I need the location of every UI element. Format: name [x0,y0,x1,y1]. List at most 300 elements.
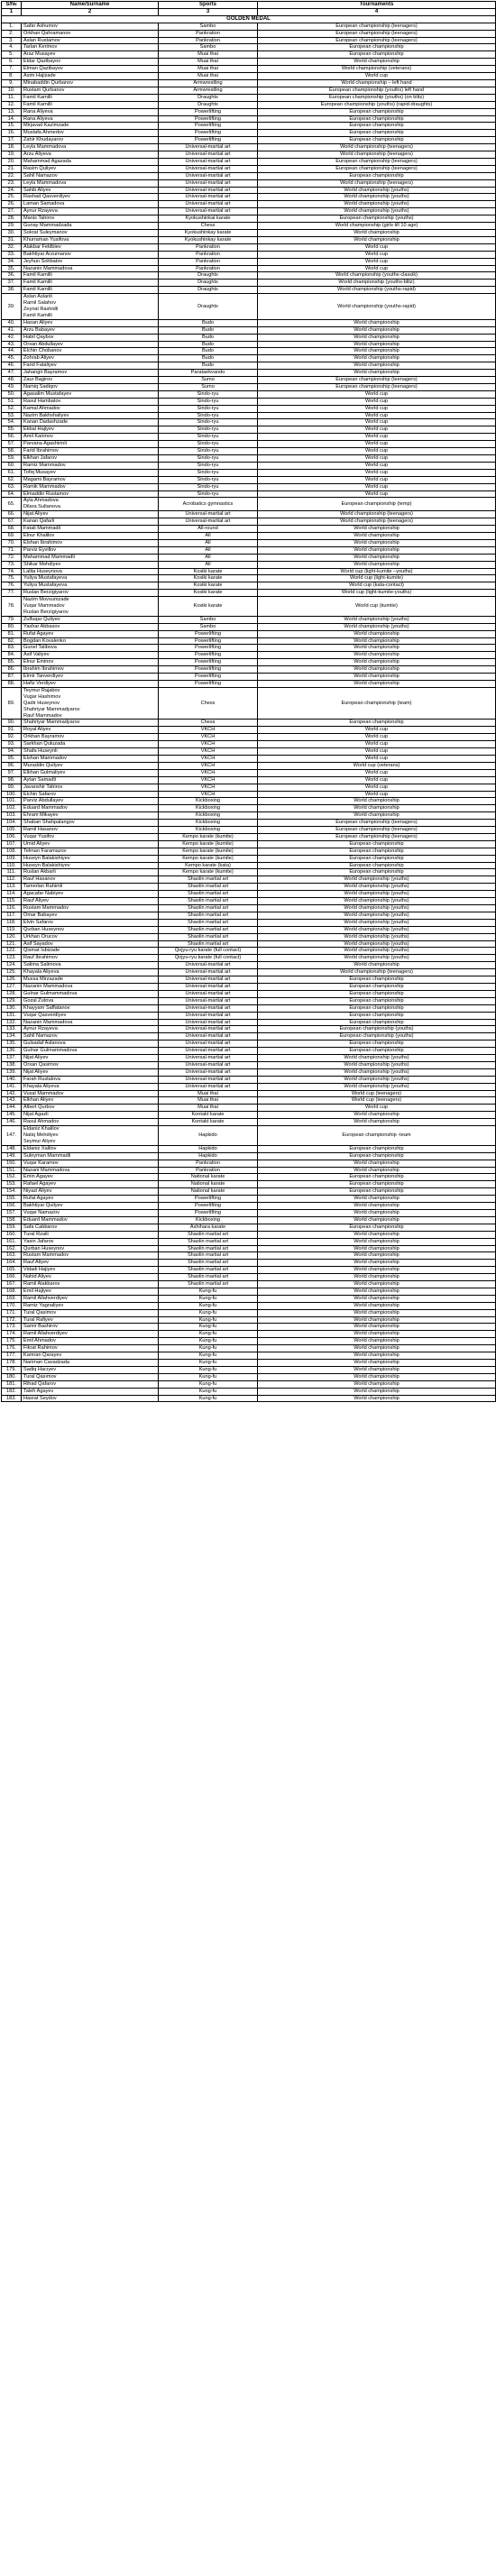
sport: Universal-martial art [159,151,258,159]
athlete-name: Rana Aliyeva [22,108,159,115]
table-row [2,983,496,990]
athlete-name: Gunay Mammadzada [22,223,159,230]
tournament: European championship [258,720,496,727]
tournament: European championship [258,983,496,990]
table-row [2,798,496,805]
sport: Qojyu-ryu karate (full contact) [159,948,258,955]
tournament: European championship [258,848,496,855]
athlete-name: Kamal Ahmadov [22,405,159,412]
tournament: World cup [258,398,496,405]
row-number: 83. [2,645,22,652]
athlete-name: Vuqar Qasverdiyev [22,1012,159,1019]
row-number: 72. [2,554,22,561]
athlete-name: Namiq Sadiqov [22,383,159,390]
tournament: World championship [258,645,496,652]
row-number: 127. [2,983,22,990]
table-row [2,1055,496,1062]
table-row [2,1004,496,1012]
table-row [2,1203,496,1210]
sport: Powerlifting [159,1209,258,1216]
sport: Shaolin martial art [159,905,258,912]
tournament: World championship (girls till 10 age) [258,223,496,230]
row-number: 71. [2,546,22,554]
tournament: World championship (youths) [258,201,496,208]
athlete-name: Qismat Isbizade [22,948,159,955]
row-number: 64. [2,490,22,498]
tournament: World cup [258,469,496,476]
sport: National karate [159,1188,258,1196]
row-number: 84. [2,652,22,659]
table-row [2,820,496,827]
athlete-name: Vuqar Karamov [22,1160,159,1167]
tournament: World championship [258,798,496,805]
athlete-name: Rauf Hasanov [22,876,159,884]
row-number: 94. [2,748,22,756]
tournament: European championship [258,855,496,862]
athlete-name: Fikrat Rahimov [22,1345,159,1352]
table-row [2,44,496,51]
table-row [2,334,496,341]
table-row [2,674,496,681]
athlete-name: Teymur Rajabov Vugar Hashimov Qadir Huseynov Shahriyar Mammadyarov Rauf Mammadov [22,687,159,720]
tournament: World championship (teenagers) [258,144,496,151]
sport: Kempo karate (kumite) [159,833,258,840]
tournament: World championship [258,1231,496,1238]
athlete-name: Famil Kamilli [22,272,159,280]
row-number: 82. [2,637,22,645]
row-number: 142. [2,1090,22,1097]
athlete-name: Arzu Aliyeva [22,151,159,159]
sport: Powerlifting [159,652,258,659]
table-row [2,962,496,969]
tournament: World cup (veterans) [258,762,496,769]
row-number: 146. [2,1119,22,1126]
athlete-name: Kamran Qarayev [22,1352,159,1360]
table-row [2,748,496,756]
sport: Shaolin martial art [159,919,258,926]
athlete-name: Asif Valiyev [22,652,159,659]
tournament: World championship [258,1267,496,1274]
athlete-name: Rufat Agayev [22,630,159,637]
tournament: World championship (youths) [258,955,496,962]
sport: Powerlifting [159,130,258,137]
table-row [2,575,496,582]
athlete-name: Mussa Mirzazade [22,976,159,984]
table-row [2,891,496,898]
sport: Muai thai [159,59,258,66]
athlete-name: Parviz Abdullayev [22,798,159,805]
sport: Powerlifting [159,659,258,666]
tournament: World championship [258,539,496,546]
table-row [2,319,496,326]
athlete-name: Sarkhan Quluzada [22,741,159,748]
sport: Sindo-ryu [159,441,258,448]
row-number: 36. [2,272,22,280]
sport: Pankration [159,258,258,265]
tournament: World championship (youths) [258,884,496,891]
row-number: 110. [2,862,22,869]
row-number: 141. [2,1083,22,1090]
sport: Shaolin martial art [159,1260,258,1267]
table-row [2,243,496,251]
athlete-name: Ruslan Akbarli [22,869,159,876]
row-number: 1. [2,23,22,30]
row-number: 182. [2,1388,22,1395]
sport: VKCH [159,784,258,791]
athlete-name: Hafiz Verdiyev [22,681,159,688]
row-number: 34. [2,258,22,265]
athlete-name: Aynur Rzayeva [22,208,159,215]
row-number: 42. [2,334,22,341]
sport: All-round [159,526,258,533]
sport: Hapkido [159,1145,258,1152]
table-row [2,1360,496,1367]
athlete-name: Mustafa Ahmedov [22,130,159,137]
sport: Kung-fu [159,1345,258,1352]
athlete-name: Vusal Mammadov [22,1090,159,1097]
tournament: World championship [258,1245,496,1252]
athlete-name: Sokrat Suleymanov [22,230,159,237]
athlete-name: Vuqar Namazov [22,1209,159,1216]
tournament: World championship [258,1338,496,1345]
sport: Sindo-ryu [159,434,258,441]
row-number: 183. [2,1395,22,1402]
athlete-name: Gozal Zutova [22,997,159,1004]
athlete-name: Famil Kamilli [22,280,159,287]
sport: Shaolin martial art [159,891,258,898]
tournament: European championship [258,1040,496,1048]
table-row [2,201,496,208]
row-number: 30. [2,230,22,237]
header-sports: Sports [159,2,258,9]
athlete-name: Elnur Eminov [22,659,159,666]
tournament: European championship [258,172,496,179]
row-number: 55. [2,426,22,434]
row-number: 97. [2,769,22,776]
tournament: World cup [258,776,496,784]
athlete-name: Amil Karimov [22,434,159,441]
sport: Sindo-ryu [159,398,258,405]
medal-table [1,1,496,1402]
tournament: World championship [258,1260,496,1267]
table-row [2,561,496,568]
sport: Kosiki karate [159,582,258,590]
table-row [2,840,496,848]
athlete-name: Farah Rustalova [22,1076,159,1083]
row-number: 102. [2,805,22,812]
tournament: World championship [258,561,496,568]
row-number: 137. [2,1055,22,1062]
row-number: 28. [2,215,22,223]
tournament: World cup (teenagers) [258,1097,496,1105]
sport: Powerlifting [159,645,258,652]
table-row [2,1105,496,1112]
table-row [2,165,496,172]
table-row [2,791,496,798]
table-row [2,1181,496,1188]
table-row [2,294,496,320]
tournament: European championship (youths) (on blitz) [258,94,496,101]
row-number: 159. [2,1224,22,1231]
row-number: 111. [2,869,22,876]
sport: Powerlifting [159,630,258,637]
row-number: 103. [2,812,22,820]
athlete-name: Vuqar Yusifov [22,833,159,840]
tournament: World championship (youths) [258,898,496,905]
row-number: 133. [2,1026,22,1033]
sport: Chess [159,720,258,727]
row-number: 164. [2,1260,22,1267]
tournament: World cup [258,419,496,426]
sport: Universal-martial art [159,201,258,208]
row-number: 9. [2,79,22,87]
tournament: World championship (youths) [258,876,496,884]
row-number: 163. [2,1252,22,1260]
tournament: World championship [258,1352,496,1360]
row-number: 57. [2,441,22,448]
athlete-name: Bogdan Kovalenko [22,637,159,645]
table-row [2,1040,496,1048]
header-tournaments: Tournaments [258,2,496,9]
row-number: 39. [2,294,22,320]
sport: Budo [159,319,258,326]
tournament: World championship [258,1167,496,1174]
table-row [2,833,496,840]
athlete-name: Ayla Ahmadova Dilara Sultanova [22,498,159,511]
tournament: World cup [258,448,496,455]
row-number: 172. [2,1316,22,1324]
sport: Universal-martial art [159,179,258,187]
header-number: S/№ [2,2,22,9]
sport: Universal-martial art [159,1076,258,1083]
athlete-name: Araz Musayev [22,51,159,59]
table-row [2,73,496,80]
tournament: European championship [258,1181,496,1188]
table-row [2,518,496,526]
athlete-name: Orkhan Qahramanov [22,30,159,37]
table-row [2,419,496,426]
sport: Kung-fu [159,1366,258,1373]
row-number: 53. [2,412,22,419]
tournament: European championship [258,130,496,137]
table-row [2,755,496,762]
sport: Kempo karate (kumite) [159,840,258,848]
sport: Universal-martial art [159,1048,258,1055]
tournament: World championship (youths-rapid) [258,287,496,294]
tournament: World championship [258,1345,496,1352]
row-number: 48. [2,377,22,384]
sport: Shaolin martial art [159,912,258,919]
row-number: 138. [2,1061,22,1068]
row-number: 123. [2,955,22,962]
row-number: 67. [2,518,22,526]
table-row [2,1373,496,1380]
table-row [2,1260,496,1267]
athlete-name: Urkhan Orucov [22,933,159,940]
sport: Shaolin martial art [159,1281,258,1288]
tournament: World cup [258,755,496,762]
athlete-name: Gulnar Gulmammadova [22,990,159,997]
sport: Sindo-ryu [159,390,258,398]
sport: Kung-fu [159,1338,258,1345]
sport: Muai thai [159,66,258,73]
table-row [2,144,496,151]
table-row [2,383,496,390]
row-number: 170. [2,1302,22,1309]
sport: Sindo-ryu [159,455,258,463]
table-row [2,448,496,455]
row-number: 65. [2,498,22,511]
sport: Universal-martial art [159,1040,258,1048]
tournament: World championship (youths) [258,948,496,955]
sport: Kosiki karate [159,590,258,597]
row-number: 41. [2,326,22,334]
table-row [2,341,496,348]
tournament: European championship (teenagers) [258,23,496,30]
sport: Universal-martial art [159,172,258,179]
column-number-row [2,8,496,15]
athlete-name: Magami Bayramov [22,476,159,483]
table-row [2,862,496,869]
athlete-name: Tural Rafiyev [22,1316,159,1324]
table-row [2,687,496,720]
row-number: 91. [2,727,22,734]
table-row [2,1061,496,1068]
row-number: 122. [2,948,22,955]
tournament: European championship [258,1188,496,1196]
tournament: World championship [258,1324,496,1331]
tournament: World championship [258,1119,496,1126]
row-number: 73. [2,561,22,568]
tournament: World cup [258,769,496,776]
athlete-name: Parviz Eyvillov [22,546,159,554]
sport: Sambo [159,623,258,630]
athlete-name: Eduard Mammadov [22,805,159,812]
tournament: European championship [258,976,496,984]
tournament: World championship (youths) [258,905,496,912]
athlete-name: Alakbar Feldbiev [22,243,159,251]
athlete-name: Zahir Khudayarov [22,137,159,144]
table-row [2,280,496,287]
row-number: 85. [2,659,22,666]
athlete-name: Famil Kamilli [22,94,159,101]
row-number: 75. [2,575,22,582]
table-row [2,1119,496,1126]
table-row [2,637,496,645]
row-number: 5. [2,51,22,59]
tournament: World championship [258,1281,496,1288]
row-number: 43. [2,341,22,348]
tournament: World championship [258,637,496,645]
tournament: World cup [258,426,496,434]
athlete-name: Nazanin Mammadova [22,983,159,990]
tournament: World cup [258,741,496,748]
tournament: European championship [258,840,496,848]
row-number: 13. [2,108,22,115]
athlete-name: Niyazi Aliyev [22,1188,159,1196]
sport: Powerlifting [159,681,258,688]
table-row [2,348,496,355]
table-row [2,223,496,230]
tournament: World championship [258,1360,496,1367]
row-number: 29. [2,223,22,230]
sport: Kontakt karate [159,1119,258,1126]
table-row [2,151,496,159]
table-row [2,784,496,791]
table-row [2,362,496,370]
tournament: World championship [258,1395,496,1402]
athlete-name: Shikar Mehdiyev [22,561,159,568]
row-number: 4. [2,44,22,51]
sport: Kung-fu [159,1295,258,1302]
athlete-name: Eduard Mammadov [22,1216,159,1224]
tournament: World cup [258,265,496,272]
table-row [2,1388,496,1395]
tournament: European championship [258,44,496,51]
sport: Powerlifting [159,115,258,123]
sport: Powerlifting [159,123,258,130]
athlete-name: Ramik Mammadov [22,483,159,490]
table-row [2,1302,496,1309]
sport: Sambo [159,616,258,623]
athlete-name: Huseyn Balakishiyev [22,855,159,862]
row-number: 51. [2,398,22,405]
sport: Universal-martial art [159,1055,258,1062]
row-number: 62. [2,476,22,483]
row-number: 15. [2,123,22,130]
table-row [2,876,496,884]
tournament: European championship [258,869,496,876]
sport: Draughts [159,280,258,287]
table-row [2,87,496,94]
athlete-name: Mahammad Agazada [22,158,159,165]
row-number: 38. [2,287,22,294]
tournament: European championship [258,123,496,130]
sport: Shaolin martial art [159,884,258,891]
row-number: 20. [2,158,22,165]
sport: Kung-fu [159,1388,258,1395]
row-number: 19. [2,151,22,159]
row-number: 24. [2,187,22,194]
table-row [2,1026,496,1033]
row-number: 114. [2,891,22,898]
tournament: World championship (teenagers) [258,151,496,159]
table-row [2,115,496,123]
tournament: World championship [258,1331,496,1338]
row-number: 106. [2,833,22,840]
sport: Powerlifting [159,137,258,144]
sport: VKCH [159,776,258,784]
row-number: 78. [2,597,22,617]
row-number: 93. [2,741,22,748]
athlete-name: Nahid Aliyev [22,1274,159,1281]
athlete-name: Muraddin Quliyev [22,762,159,769]
table-row [2,287,496,294]
athlete-name: Qurban Huseynov [22,1245,159,1252]
table-row [2,1352,496,1360]
athlete-name: Shaban Shahpalangov [22,820,159,827]
row-number: 54. [2,419,22,426]
athlete-name: Leyla Mammadova [22,179,159,187]
table-row [2,898,496,905]
athlete-name: Rauf Aliyev [22,898,159,905]
sport: Kempo karate (kata) [159,862,258,869]
tournament: World championship (veterans) [258,66,496,73]
row-number: 7. [2,66,22,73]
sport: Sindo-ryu [159,490,258,498]
row-number: 176. [2,1345,22,1352]
athlete-name: Umid Aliyev [22,840,159,848]
